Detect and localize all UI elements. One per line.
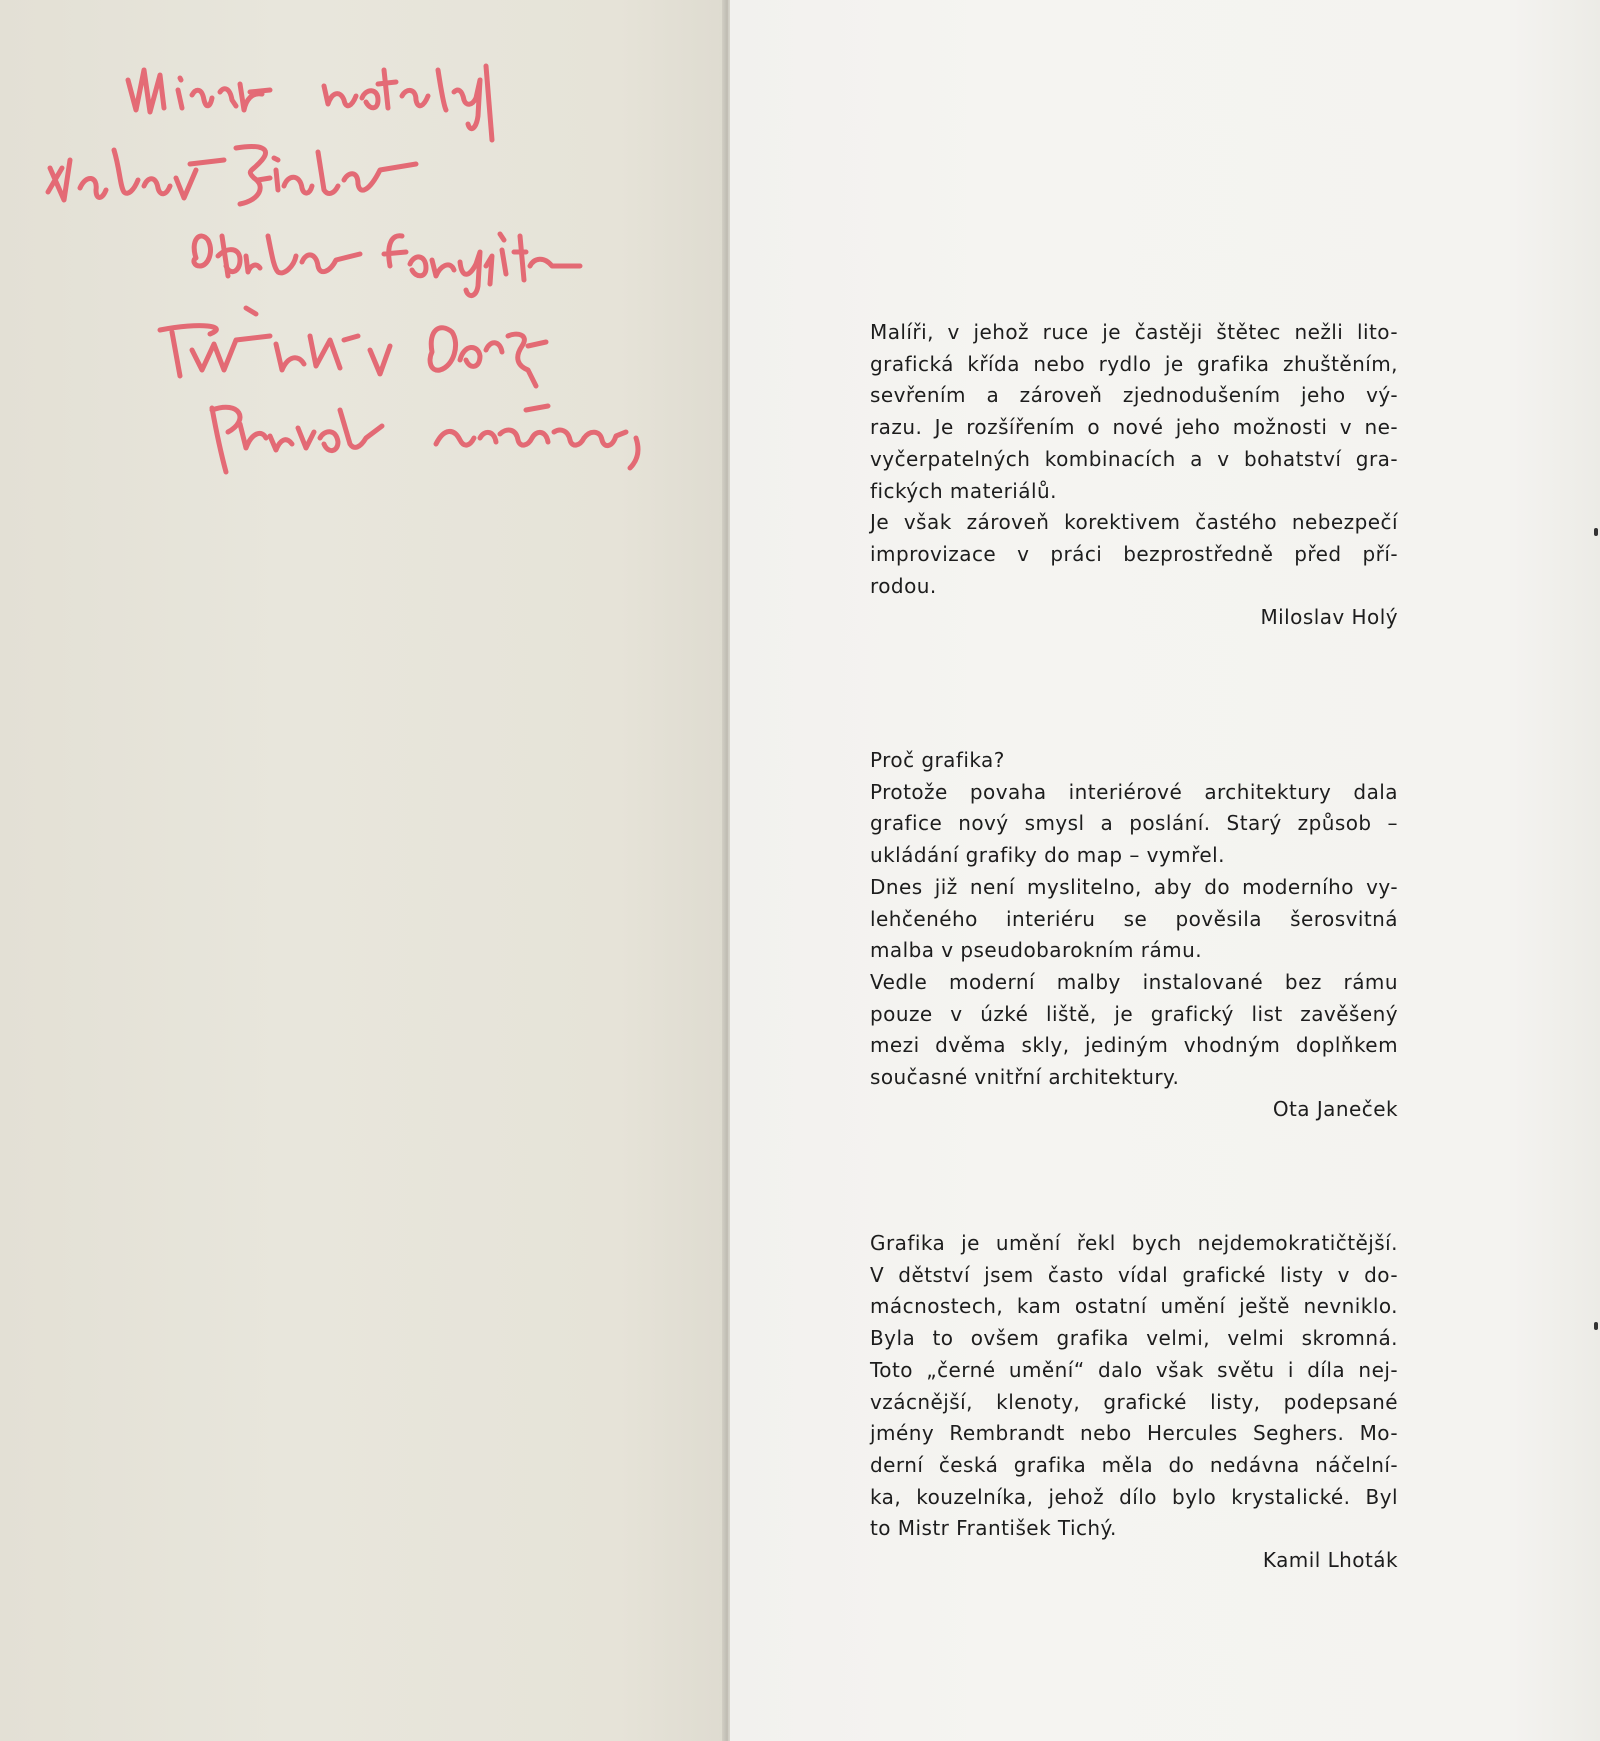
page-edge-mark — [1594, 528, 1598, 536]
text-line: Vedle moderní malby instalované bez rámu — [870, 969, 1398, 994]
text-line: Protože povaha interiérové architektury dala — [870, 779, 1398, 804]
text-line: mácnostech, kam ostatní umění ještě nevniklo. — [870, 1294, 1398, 1319]
text-line: to Mistr František Tichý. — [870, 1516, 1117, 1541]
text-line: vzácnější, klenoty, grafické listy, podepsané — [870, 1389, 1398, 1414]
text-line: Je však zároveň korektivem častého nebezpečí — [870, 510, 1398, 535]
text-line: fických materiálů. — [870, 478, 1057, 503]
text-line: Proč grafika? — [870, 748, 1005, 772]
text-line: jmény Rembrandt nebo Hercules Seghers. Mo- — [870, 1421, 1398, 1446]
text-line: derní česká grafika měla do nedávna náčelní- — [870, 1452, 1398, 1477]
text-line: lehčeného interiéru se pověsila šerosvitná — [870, 906, 1398, 931]
quote-block-holy — [870, 317, 1398, 634]
text-line: ukládání grafiky do map – vymřel. — [870, 843, 1225, 868]
text-line: Toto „černé umění“ dalo však světu i díla nej- — [870, 1357, 1398, 1382]
text-line: razu. Je rozšířením o nové jeho možnosti v ne- — [870, 415, 1398, 440]
quote-block-lhotak — [870, 1228, 1398, 1577]
text-line: grafice nový smysl a poslání. Starý způsob – — [870, 811, 1398, 836]
text-line: ka, kouzelníka, jehož dílo bylo krystalické. Byl — [870, 1484, 1398, 1509]
text-line: sevřením a zároveň zjednodušením jeho vý- — [870, 383, 1398, 408]
text-line: Dnes již není myslitelno, aby do moderního vy- — [870, 874, 1398, 899]
author-signature: Kamil Lhoták — [1262, 1548, 1398, 1573]
page-edge-mark — [1594, 1322, 1598, 1330]
text-line: pouze v úzké liště, je grafický list zavěšený — [870, 1001, 1398, 1026]
text-line: grafická křída nebo rydlo je grafika zhuštěním, — [870, 351, 1398, 376]
text-line: mezi dvěma skly, jediným vhodným doplňkem — [870, 1033, 1398, 1058]
text-line: Grafika je umění řekl bych nejdemokratičtější. — [870, 1231, 1398, 1255]
text-line: rodou. — [870, 573, 937, 598]
author-signature: Miloslav Holý — [1260, 605, 1398, 630]
handwritten-note — [40, 40, 730, 500]
quote-block-janecek — [870, 745, 1398, 1125]
text-line: malba v pseudobarokním rámu. — [870, 938, 1203, 963]
text-line: současné vnitřní architektury. — [870, 1065, 1180, 1090]
text-line: Malíři, v jehož ruce je častěji štětec nežli lito- — [870, 320, 1398, 344]
left-page — [0, 0, 728, 1741]
text-line: V dětství jsem často vídal grafické listy v do- — [870, 1262, 1398, 1287]
text-line: improvizace v práci bezprostředně před pří- — [870, 541, 1398, 566]
handwritten-note-scribble — [40, 40, 730, 500]
text-line: Byla to ovšem grafika velmi, velmi skromná. — [870, 1326, 1398, 1351]
text-line: vyčerpatelných kombinacích a v bohatství gra- — [870, 446, 1398, 471]
author-signature: Ota Janeček — [1272, 1096, 1398, 1121]
